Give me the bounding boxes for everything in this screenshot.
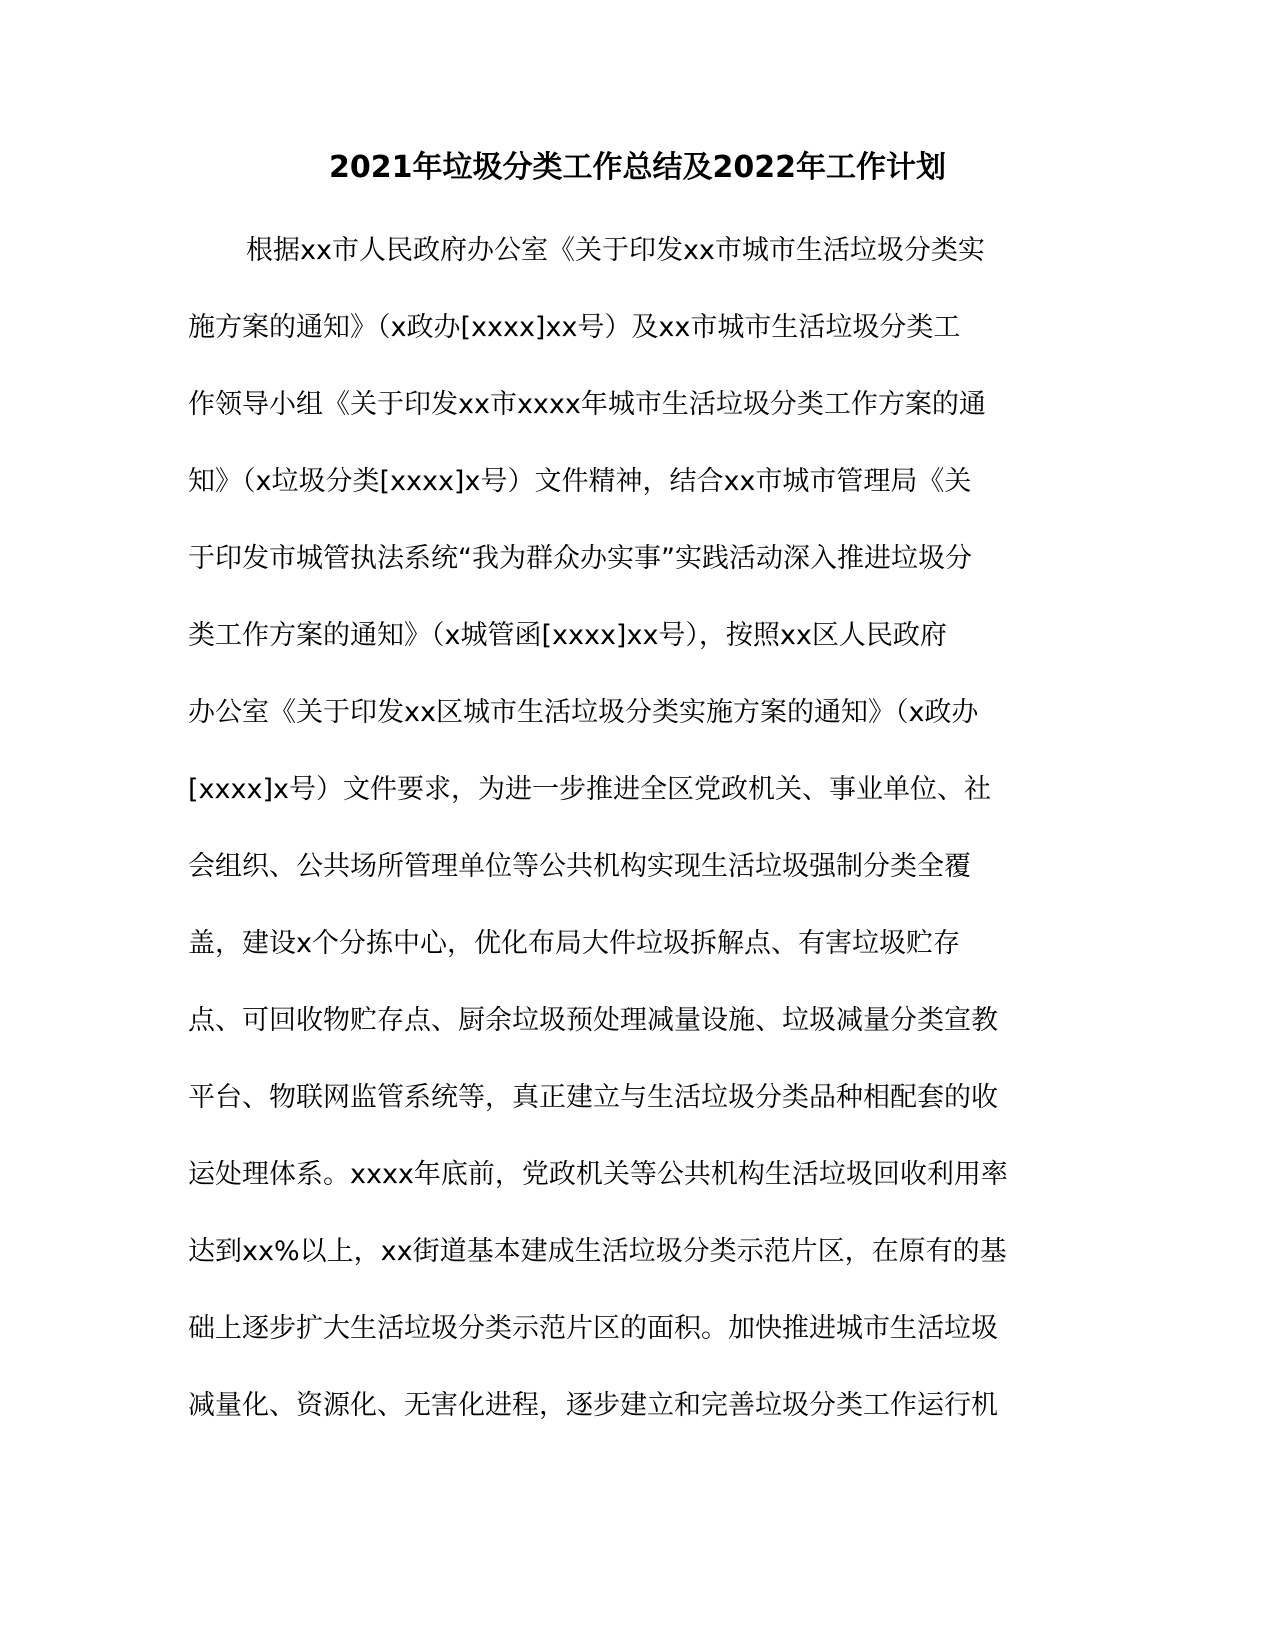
paragraph-line: 于印发市城管执法系统“我为群众办实事”实践活动深入推进垃圾分 (188, 543, 972, 574)
document-body (188, 233, 1088, 1465)
paragraph-line: 础上逐步扩大生活垃圾分类示范片区的面积。加快推进城市生活垃圾 (188, 1313, 998, 1344)
document-title: 2021年垃圾分类工作总结及2022年工作计划 (329, 150, 946, 185)
paragraph-line: 达到xx%以上，xx街道基本建成生活垃圾分类示范片区，在原有的基 (188, 1236, 1007, 1267)
paragraph-line: 运处理体系。xxxx年底前，党政机关等公共机构生活垃圾回收利用率 (188, 1159, 1008, 1190)
paragraph-line: [xxxx]x号）文件要求，为进一步推进全区党政机关、事业单位、社 (188, 774, 991, 805)
paragraph-line: 施方案的通知》（x政办[xxxx]xx号）及xx市城市生活垃圾分类工 (188, 312, 961, 343)
paragraph-line: 会组织、公共场所管理单位等公共机构实现生活垃圾强制分类全覆 (188, 851, 971, 882)
paragraph-line: 根据xx市人民政府办公室《关于印发xx市城市生活垃圾分类实 (246, 235, 985, 266)
paragraph-line: 办公室《关于印发xx区城市生活垃圾分类实施方案的通知》（x政办 (188, 697, 979, 728)
paragraph-line: 减量化、资源化、无害化进程，逐步建立和完善垃圾分类工作运行机 (188, 1390, 998, 1421)
paragraph-line: 点、可回收物贮存点、厨余垃圾预处理减量设施、垃圾减量分类宣教 (188, 1005, 998, 1036)
paragraph-line: 作领导小组《关于印发xx市xxxx年城市生活垃圾分类工作方案的通 (188, 389, 986, 420)
paragraph-line: 知》（x垃圾分类[xxxx]x号）文件精神，结合xx市城市管理局《关 (188, 466, 972, 497)
paragraph-line: 盖，建设x个分拣中心，优化布局大件垃圾拆解点、有害垃圾贮存 (188, 928, 960, 959)
paragraph-line: 平台、物联网监管系统等，真正建立与生活垃圾分类品种相配套的收 (188, 1082, 998, 1113)
paragraph-line: 类工作方案的通知》（x城管函[xxxx]xx号），按照xx区人民政府 (188, 620, 947, 651)
